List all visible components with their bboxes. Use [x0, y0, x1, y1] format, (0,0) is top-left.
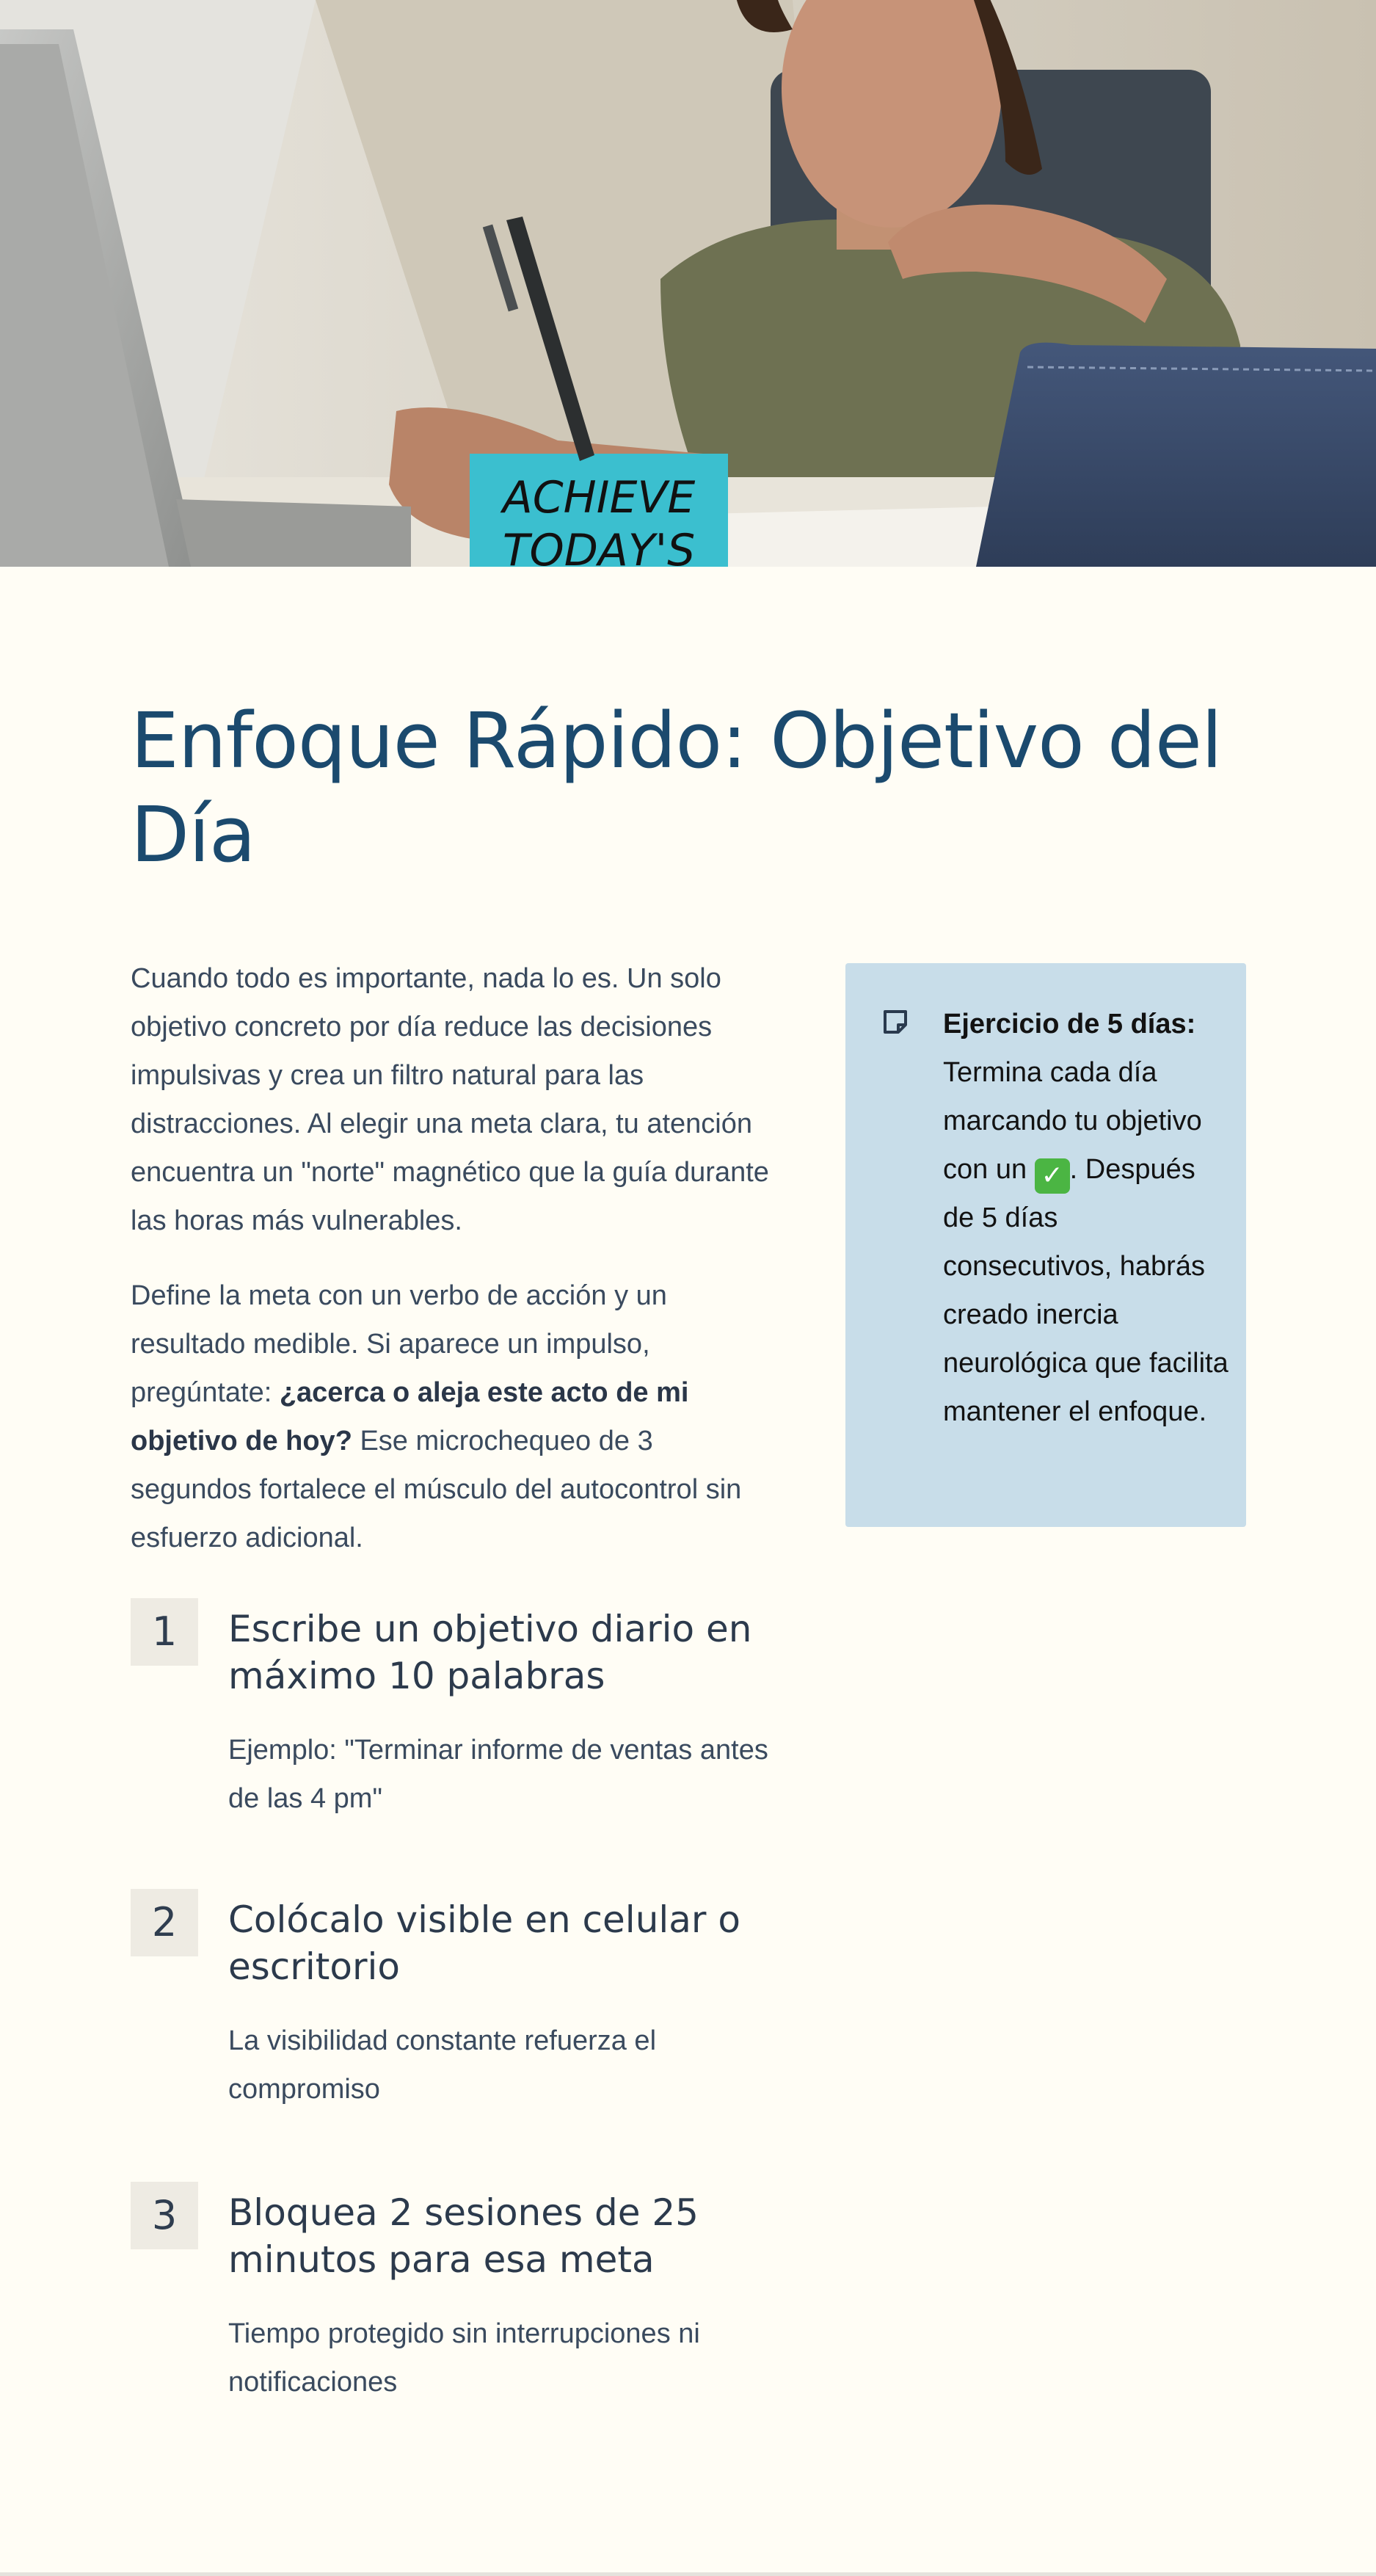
p2-text-before: Define la meta con un verbo de acción y un resultado medible. Si aparece un impulso, pregúntate: [131, 1280, 667, 1408]
intro-paragraph-2 [131, 1271, 769, 1562]
step-number-badge: 3 [131, 2182, 198, 2249]
hero-image [0, 0, 1376, 567]
sticky-note-icon [881, 1007, 910, 1037]
step-description: La visibilidad constante refuerza el compromiso [228, 2025, 657, 2105]
step-number-badge: 2 [131, 1889, 198, 1956]
step-description: Ejemplo: "Terminar informe de ventas antes de las 4 pm" [228, 1735, 768, 1814]
page-title: Enfoque Rápido: Objetivo del Día [131, 696, 1222, 879]
step-title: Colócalo visible en celular o escritorio [228, 1898, 740, 1988]
callout-text-after: . Después de 5 días consecutivos, habrás creado inercia neurológica que facilita mantener el enfoque. [943, 1154, 1228, 1427]
callout-heading: Ejercicio de 5 días: [943, 1009, 1196, 1040]
note-line-2: TODAY'S [502, 525, 696, 567]
callout-text [943, 1000, 1229, 1436]
check-mark-icon: ✓ [1035, 1158, 1070, 1194]
step-description: Tiempo protegido sin interrupciones ni notificaciones [228, 2318, 700, 2398]
callout-text-before: Termina cada día marcando tu objetivo con un [943, 1057, 1202, 1185]
step-number-badge: 1 [131, 1598, 198, 1666]
bottom-divider [0, 2572, 1376, 2576]
intro-paragraph-1: Cuando todo es importante, nada lo es. Un solo objetivo concreto por día reduce las decisiones impulsivas y crea un filtro natural para las distracciones. Al elegir una meta clara, tu atención encuentra un "norte" magnético que la guía durante las horas más vulnerables. [131, 963, 769, 1236]
note-line-1: ACHIEVE [502, 472, 696, 523]
p2-bold-question: ¿acerca o aleja este acto de mi objetivo de hoy? [131, 1377, 689, 1456]
step-title: Bloquea 2 sesiones de 25 minutos para esa meta [228, 2191, 699, 2281]
p2-text-after: Ese microchequeo de 3 segundos fortalece el músculo del autocontrol sin esfuerzo adicional. [131, 1426, 742, 1553]
step-title: Escribe un objetivo diario en máximo 10 palabras [228, 1608, 752, 1697]
exercise-callout [845, 963, 1246, 1527]
